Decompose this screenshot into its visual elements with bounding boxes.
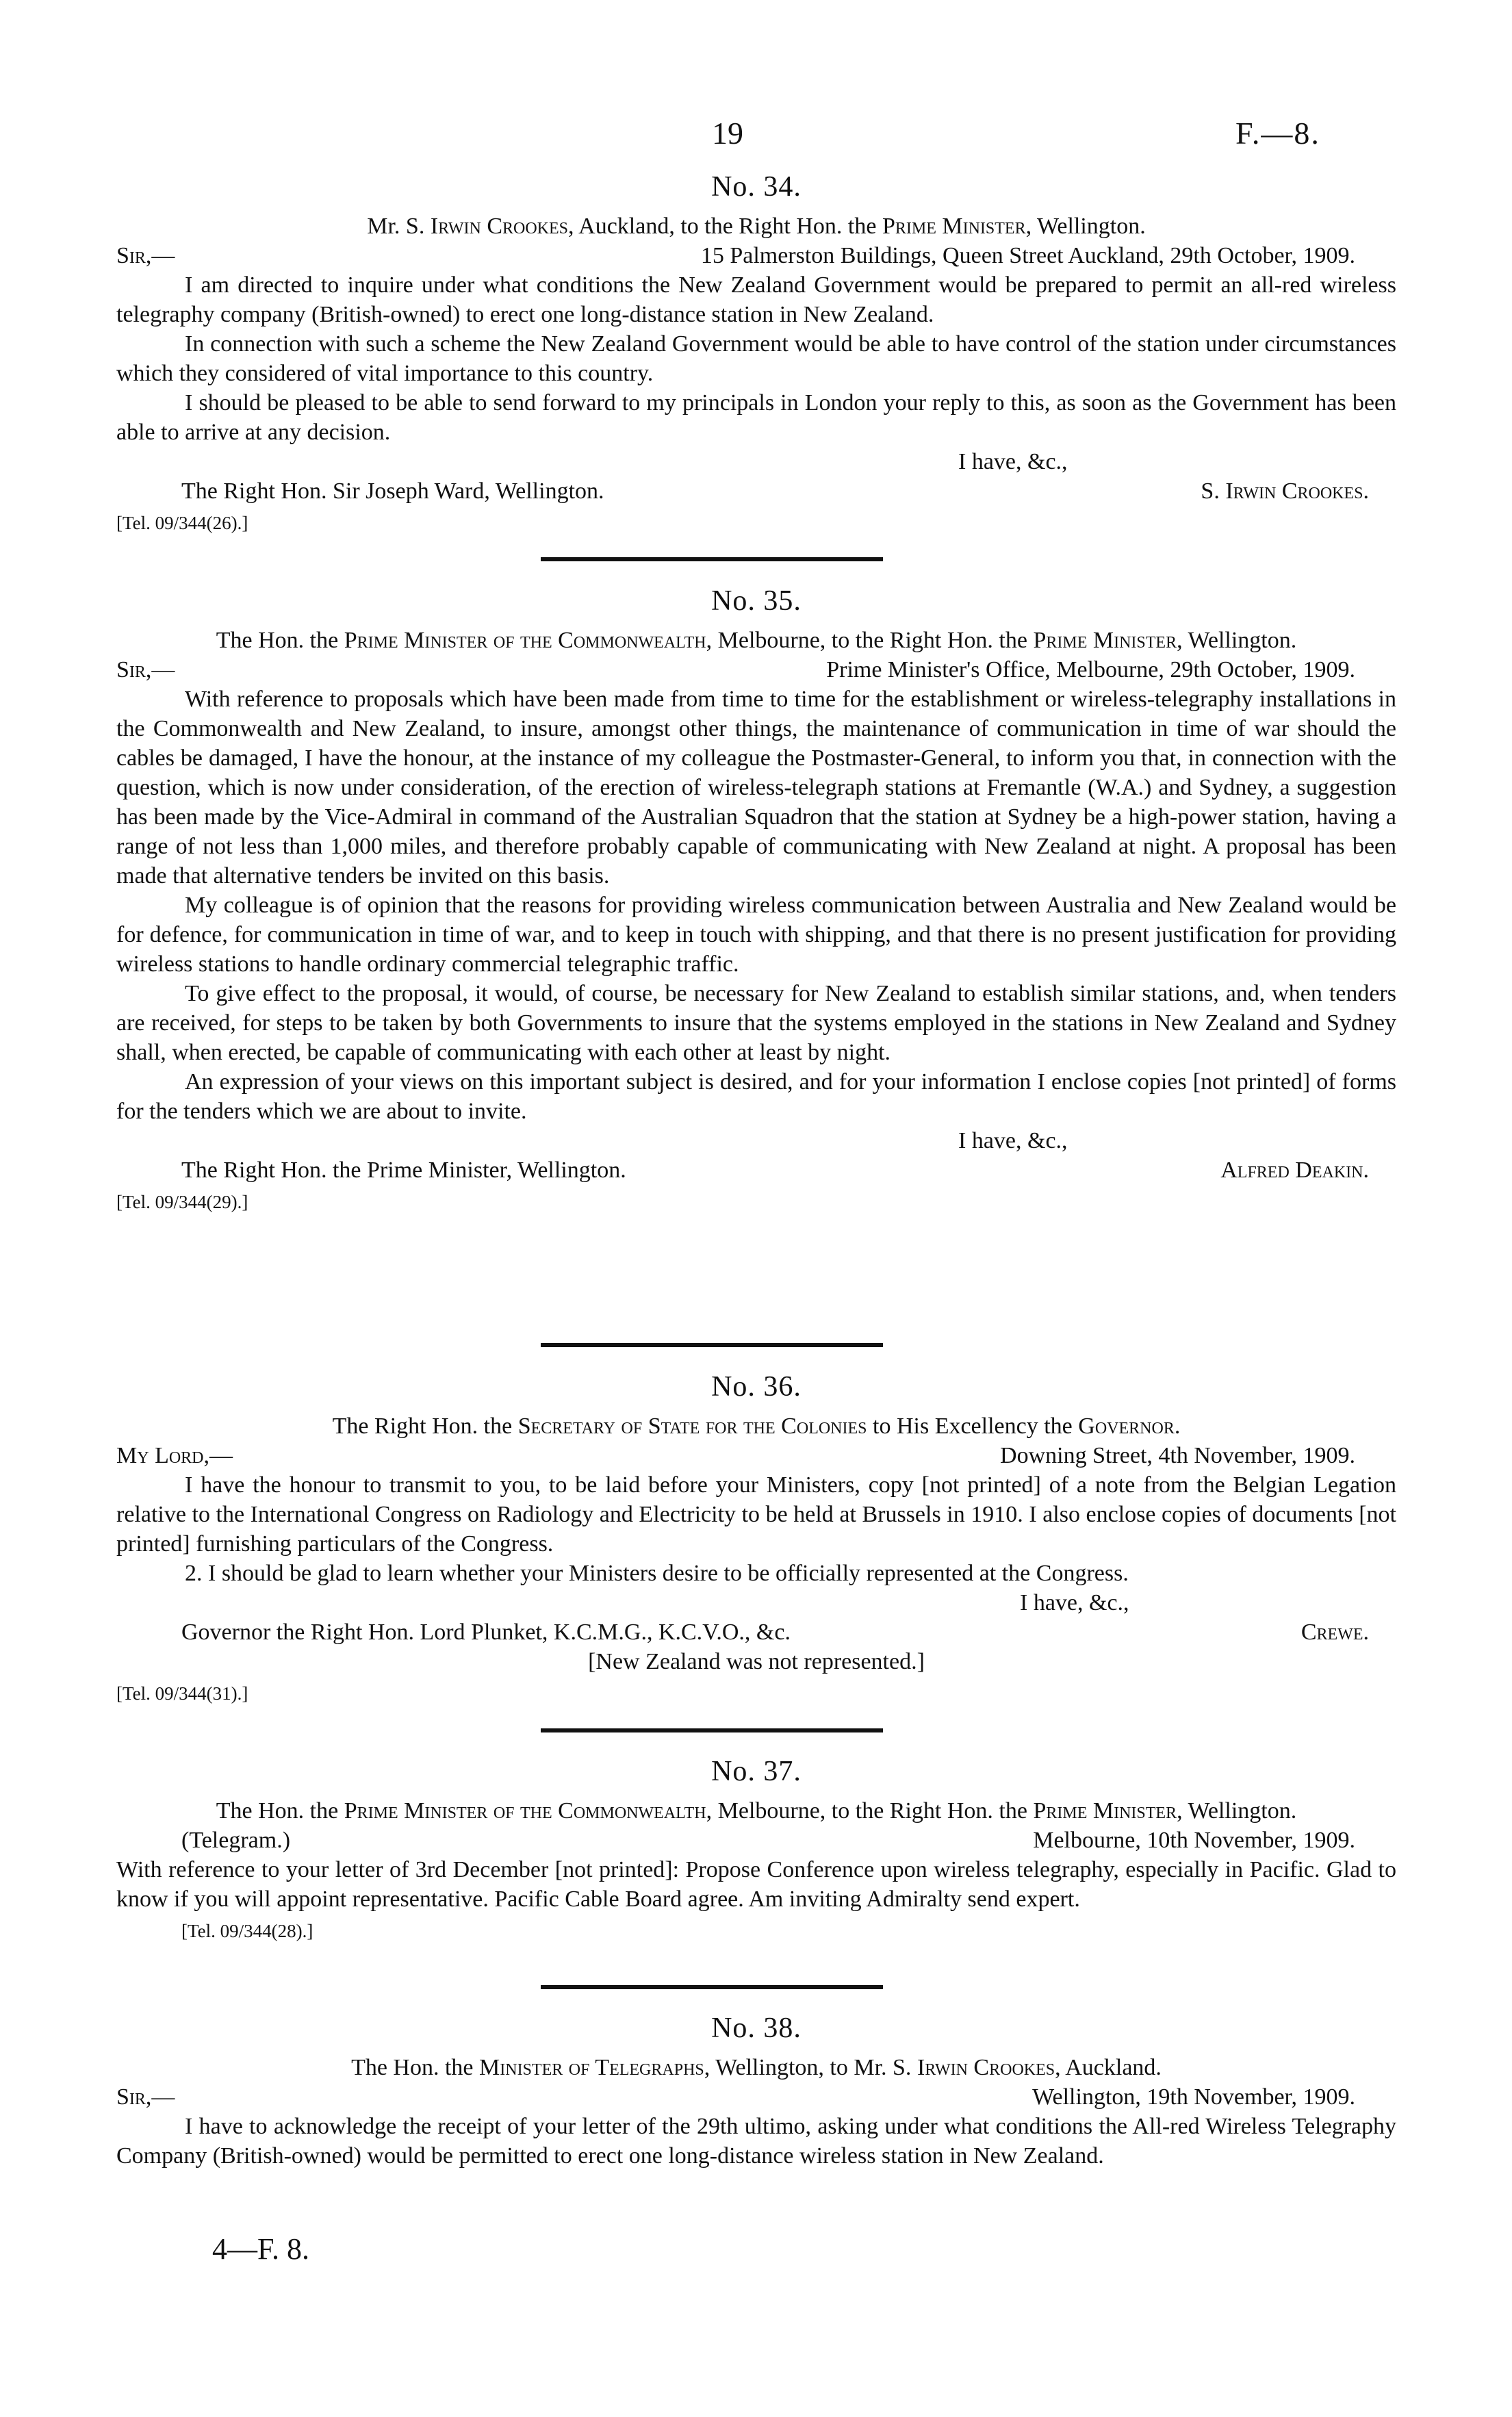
letter-number: No. 37. (711, 1756, 802, 1787)
letter-38 (116, 2009, 1396, 2171)
salutation: Sir,— (116, 2084, 175, 2110)
closing: I have, &c., (958, 1128, 1068, 1153)
salutation: Sir,— (116, 243, 175, 268)
reference: [Tel. 09/344(31).] (116, 1683, 248, 1704)
signature: Alfred Deakin. (1220, 1158, 1369, 1183)
letter-number: No. 35. (711, 585, 802, 617)
divider (541, 1728, 883, 1732)
letter-number: No. 34. (711, 171, 802, 203)
letter-34 (116, 168, 1396, 538)
paper-reference: F.—8. (1235, 116, 1320, 151)
addressee: Governor the Right Hon. Lord Plunket, K.C.M.G., K.C.V.O., &c. (181, 1620, 791, 1645)
paragraph: My colleague is of opinion that the reasons for providing wireless communication between Australia and New Zealand would be for defence, for communication in time of war, and to keep in touch with shipping, and that there is no present justification for providing wireless stations to handle ordinary commercial telegraphic traffic. (116, 893, 1396, 977)
letter-number: No. 38. (711, 2012, 802, 2044)
dateline: Wellington, 19th November, 1909. (1032, 2084, 1355, 2110)
letter-heading: The Hon. the Minister of Telegraphs, Wellington, to Mr. S. Irwin Crookes, Auckland. (351, 2055, 1162, 2080)
letter-36 (116, 1368, 1396, 1709)
reference: [Tel. 09/344(28).] (181, 1921, 313, 1941)
salutation: My Lord,— (116, 1443, 233, 1468)
editorial-note: [New Zealand was not represented.] (588, 1649, 925, 1674)
paragraph: An expression of your views on this important subject is desired, and for your information I enclose copies [not printed] of forms for the tenders which we are about to invite. (116, 1069, 1396, 1124)
letter-heading: The Right Hon. the Secretary of State for the Colonies to His Excellency the Governor. (332, 1414, 1181, 1439)
dateline: Downing Street, 4th November, 1909. (1000, 1443, 1355, 1468)
paragraph: To give effect to the proposal, it would, of course, be necessary for New Zealand to establish similar stations, and, when tenders are received, for steps to be taken by both Governments to insure that the systems employed in the stations in New Zealand and Sydney shall, when erected, be capable of communicating with each other at least by night. (116, 981, 1396, 1065)
reference: [Tel. 09/344(26).] (116, 513, 248, 533)
reference: [Tel. 09/344(29).] (116, 1192, 248, 1212)
paragraph: I have the honour to transmit to you, to be laid before your Ministers, copy [not printed] of a note from the Belgian Legation relative to the International Congress on Radiology and Electricity to be held at Brussels in 1910. I also enclose copies of documents [not printed] furnishing particulars of the Congress. (116, 1472, 1396, 1557)
letter-heading: Mr. S. Irwin Crookes, Auckland, to the Right Hon. the Prime Minister, Wellington. (367, 214, 1146, 239)
signature: Crewe. (1300, 1620, 1369, 1645)
letter-heading: The Hon. the Prime Minister of the Commonwealth, Melbourne, to the Right Hon. the Prime Minister, Wellington. (216, 1798, 1297, 1824)
paragraph: I am directed to inquire under what conditions the New Zealand Government would be prepared to permit an all-red wireless telegraphy company (British-owned) to erect one long-distance station in New Zealand. (116, 272, 1396, 327)
letter-number: No. 36. (711, 1371, 802, 1403)
letter-37 (116, 1752, 1396, 1946)
signature: S. Irwin Crookes. (1201, 478, 1369, 504)
paragraph: I have to acknowledge the receipt of your letter of the 29th ultimo, asking under what conditions the All-red Wireless Telegraphy Company (British-owned) would be permitted to erect one long-distance wireless station in New Zealand. (116, 2114, 1396, 2169)
closing: I have, &c., (1020, 1590, 1129, 1615)
divider (541, 1985, 883, 1989)
printer-signature-mark: 4—F. 8. (212, 2232, 309, 2266)
paragraph: With reference to proposals which have been made from time to time for the establishment or wireless-telegraphy installations in the Commonwealth and New Zealand, to insure, amongst other things, the maintenance of communication in time of war should the cables be damaged, I have the honour, at the instance of my colleague the Postmaster-General, to inform you that, in connection with the question, which is now under consideration, of the erection of wireless-telegraph stations at Fremantle (W.A.) and Sydney, a suggestion has been made by the Vice-Admiral in command of the Australian Squadron that the station at Sydney be a high-power station, having a range of not less than 1,000 miles, and therefore probably capable of communicating with New Zealand at night. A proposal has been made that alternative tenders be invited on this basis. (116, 687, 1396, 888)
dateline: Prime Minister's Office, Melbourne, 29th October, 1909. (826, 657, 1355, 682)
addressee: The Right Hon. Sir Joseph Ward, Wellington. (181, 478, 604, 504)
page-number: 19 (712, 116, 743, 151)
divider (541, 1343, 883, 1347)
dateline: 15 Palmerston Buildings, Queen Street Auckland, 29th October, 1909. (700, 243, 1355, 268)
paragraph: 2. I should be glad to learn whether your Ministers desire to be officially represented at the Congress. (185, 1561, 1129, 1586)
dateline: Melbourne, 10th November, 1909. (1033, 1828, 1355, 1853)
closing: I have, &c., (958, 449, 1068, 474)
telegram-label: (Telegram.) (181, 1828, 291, 1853)
salutation: Sir,— (116, 657, 175, 682)
divider (541, 557, 883, 561)
paragraph: In connection with such a scheme the New Zealand Government would be able to have control of the station under circumstances which they considered of vital importance to this country. (116, 331, 1396, 386)
addressee: The Right Hon. the Prime Minister, Wellington. (181, 1158, 626, 1183)
letter-heading: The Hon. the Prime Minister of the Commonwealth, Melbourne, to the Right Hon. the Prime Minister, Wellington. (216, 628, 1297, 653)
paragraph: With reference to your letter of 3rd December [not printed]: Propose Conference upon wireless telegraphy, especially in Pacific. Glad to know if you will appoint representative. Pacific Cable Board agree. Am inviting Admiralty send expert. (116, 1857, 1396, 1912)
paragraph: I should be pleased to be able to send forward to my principals in London your reply to this, as soon as the Government has been able to arrive at any decision. (116, 390, 1396, 445)
letter-35 (116, 582, 1396, 1217)
